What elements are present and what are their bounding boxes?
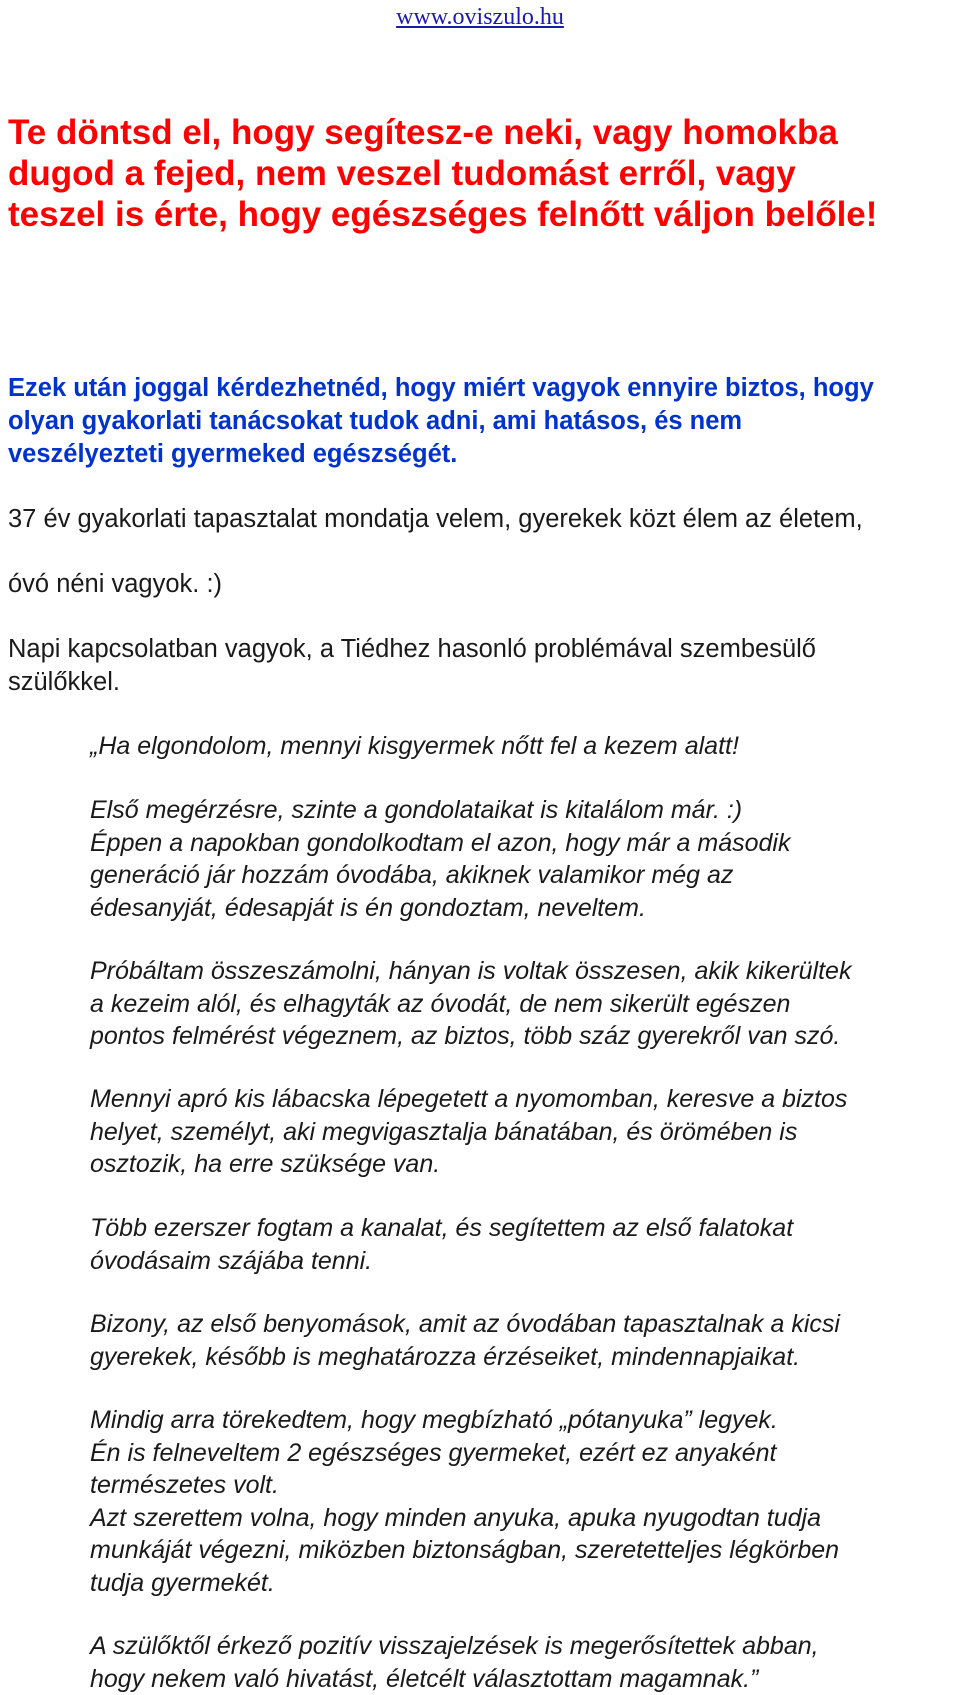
quote-line: Éppen a napokban gondolkodtam el azon, hogy már a második [90,827,950,860]
red-heading [8,112,938,235]
contact-paragraph [8,633,953,699]
quote-line: tudja gyermekét. [90,1567,950,1600]
quote-line: a kezeim alól, és elhagyták az óvodát, de nem sikerült egészen [90,988,950,1021]
quote-line: helyet, személyt, aki megvigasztalja bánatában, és örömében is [90,1116,950,1149]
experience-paragraph-cont [8,568,953,601]
text-line: 37 év gyakorlati tapasztalat mondatja velem, gyerekek közt élem az életem, [8,503,953,536]
quote-paragraph-6 [90,1308,950,1373]
quote-line: gyerekek, később is meghatározza érzéseiket, mindennapjaikat. [90,1341,950,1374]
quote-line: Első megérzésre, szinte a gondolataikat is kitalálom már. :) [90,794,950,827]
quote-line: osztozik, ha erre szüksége van. [90,1148,950,1181]
quote-line: édesanyját, édesapját is én gondoztam, neveltem. [90,892,950,925]
quote-paragraph-4 [90,1083,950,1181]
heading-line: olyan gyakorlati tanácsokat tudok adni, ami hatásos, és nem [8,405,953,438]
blue-heading [8,372,953,471]
quote-paragraph-5 [90,1212,950,1277]
heading-line: dugod a fejed, nem veszel tudomást erről, vagy [8,153,938,194]
quote-line: munkáját végezni, miközben biztonságban, szeretetteljes légkörben [90,1534,950,1567]
quote-line: generáció jár hozzám óvodába, akiknek valamikor még az [90,859,950,892]
quote-paragraph-1 [90,730,950,763]
quote-paragraph-8 [90,1630,950,1695]
experience-paragraph [8,503,953,536]
quote-line: pontos felmérést végeznem, az biztos, több száz gyerekről van szó. [90,1020,950,1053]
quote-line: Mennyi apró kis lábacska lépegetett a nyomomban, keresve a biztos [90,1083,950,1116]
text-line: óvó néni vagyok. :) [8,568,953,601]
quote-line: Próbáltam összeszámolni, hányan is voltak összesen, akik kikerültek [90,955,950,988]
site-link[interactable]: www.oviszulo.hu [0,2,960,32]
quote-paragraph-3 [90,955,950,1053]
heading-line: Ezek után joggal kérdezhetnéd, hogy miért vagyok ennyire biztos, hogy [8,372,953,405]
quote-paragraph-7 [90,1404,950,1599]
quote-line: Én is felneveltem 2 egészséges gyermeket, ezért ez anyaként [90,1437,950,1470]
quote-line: Azt szerettem volna, hogy minden anyuka, apuka nyugodtan tudja [90,1502,950,1535]
quote-line: „Ha elgondolom, mennyi kisgyermek nőtt fel a kezem alatt! [90,730,950,763]
quote-line: Több ezerszer fogtam a kanalat, és segítettem az első falatokat [90,1212,950,1245]
heading-line: Te döntsd el, hogy segítesz-e neki, vagy homokba [8,112,938,153]
quote-line: hogy nekem való hivatást, életcélt választottam magamnak.” [90,1663,950,1695]
quote-line: természetes volt. [90,1469,950,1502]
heading-line: teszel is érte, hogy egészséges felnőtt váljon belőle! [8,194,938,235]
quote-paragraph-2 [90,794,950,924]
quote-line: A szülőktől érkező pozitív visszajelzések is megerősítettek abban, [90,1630,950,1663]
heading-line: veszélyezteti gyermeked egészségét. [8,438,953,471]
text-line: szülőkkel. [8,666,953,699]
quote-line: Mindig arra törekedtem, hogy megbízható „pótanyuka” legyek. [90,1404,950,1437]
quote-line: Bizony, az első benyomások, amit az óvodában tapasztalnak a kicsi [90,1308,950,1341]
text-line: Napi kapcsolatban vagyok, a Tiédhez hasonló problémával szembesülő [8,633,953,666]
quote-line: óvodásaim szájába tenni. [90,1245,950,1278]
